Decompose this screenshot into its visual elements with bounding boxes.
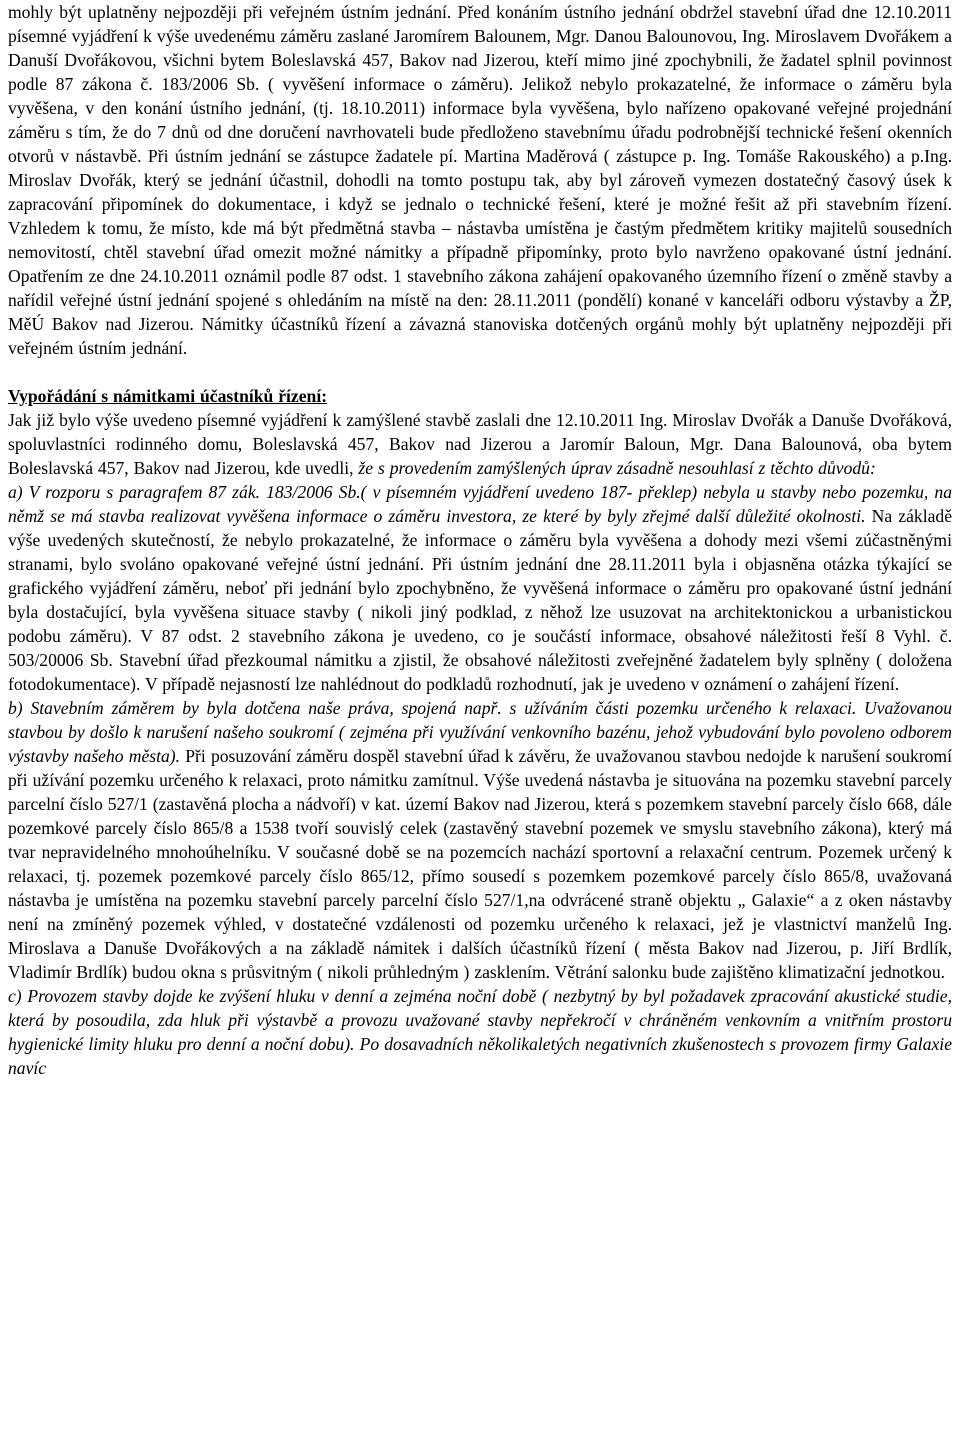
paragraph-spacer	[8, 360, 952, 384]
objection-b-quote: b) Stavebním záměrem by byla dotčena naše práva, spojená např. s užíváním části pozemku určeného k relaxaci. Uvažovanou stavbou by došlo k narušení našeho soukromí ( zejména při využívání venkovního bazénu, jehož vybudování bylo povoleno odborem výstavby našeho města).	[8, 698, 952, 766]
paragraph-objections	[8, 408, 952, 1080]
objections-intro-italic: že s provedením zamýšlených úprav zásadně nesouhlasí z těchto důvodů:	[358, 458, 876, 478]
paragraph-continued: mohly být uplatněny nejpozději při veřejném ústním jednání. Před konáním ústního jednání obdržel stavební úřad dne 12.10.2011 písemné vyjádření k výše uvedenému záměru zaslané Jaromírem Balounem, Mgr. Danou Balounovou, Ing. Miroslavem Dvořákem a Danuší Dvořákovou, všichni bytem Boleslavská 457, Bakov nad Jizerou, kteří mimo jiné zpochybnili, že žadatel splnil povinnost podle 87 zákona č. 183/2006 Sb. ( vyvěšení informace o záměru). Jelikož nebylo prokazatelné, že informace o záměru byla vyvěšena, v den konání ústního jednání, (tj. 18.10.2011) informace byla vyvěšena, bylo nařízeno opakované veřejné projednání záměru s tím, že do 7 dnů od dne doručení navrhovateli bude předloženo stavebnímu úřadu podrobnější technické řešení okenních otvorů v nástavbě. Při ústním jednání se zástupce žadatele pí. Martina Maděrová ( zástupce p. Ing. Tomáše Rakouského) a p.Ing. Miroslav Dvořák, který se jednání účastnil, dohodli na tomto postupu tak, aby byl zároveň vymezen dostatečný časový úsek k zapracování připomínek do dokumentace, i když se jednalo o technické řešení, které je možné řešit až při stavebním řízení. Vzhledem k tomu, že místo, kde má být předmětná stavba – nástavba umístěna je častým předmětem kritiky majitelů sousedních nemovitostí, chtěl stavební úřad omezit možné námitky a případně připomínky, proto bylo navrženo opakované ústní jednání. Opatřením ze dne 24.10.2011 oznámil podle 87 odst. 1 stavebního zákona zahájení opakovaného územního řízení o změně stavby a nařídil veřejné ústní jednání spojené s ohledáním na místě na den: 28.11.2011 (pondělí) konané v kanceláři odboru výstavby a ŽP, MěÚ Bakov nad Jizerou. Námitky účastníků řízení a závazná stanoviska dotčených orgánů mohly být uplatněny nejpozději při veřejném ústním jednání.	[8, 2, 952, 358]
objection-b-response: Při posuzování záměru dospěl stavební úřad k závěru, že uvažovanou stavbou nedojde k narušení soukromí při užívání pozemku určeného k relaxaci, proto námitku zamítnul. Výše uvedená nástavba je situována na pozemku stavební parcely parcelní číslo 527/1 (zastavěná plocha a nádvoří) v kat. území Bakov nad Jizerou, která s pozemkem stavební parcely číslo 668, dále pozemkové parcely číslo 865/8 a 1538 tvoří souvislý celek (zastavěný stavební pozemek ve smyslu stavebního zákona), který má tvar nepravidelného mnohoúhelníku. V současné době se na pozemcích nachází sportovní a relaxační centrum. Pozemek určený k relaxaci, tj. pozemek pozemkové parcely číslo 865/12, přímo sousedí s pozemkem pozemkové parcely číslo 865/8, uvažovaná nástavba je umístěna na pozemku stavební parcely parcelní číslo 527/1,na odvrácené straně objektu „ Galaxie“ a z oken nástavby není na zmíněný pozemek výhled, v dostatečné vzdálenosti od pozemku určeného k relaxaci, jež je vlastnictví manželů Ing. Miroslava a Danuše Dvořákových a na základě námitek i dalších účastníků řízení ( města Bakov nad Jizerou, p. Jiří Brdlík, Vladimír Brdlík) budou okna s průsvitným ( nikoli průhledným ) zasklením. Větrání salonku bude zajištěno klimatizační jednotkou.	[8, 746, 952, 982]
objections-intro-text: Jak již bylo výše uvedeno písemné vyjádření k zamýšlené stavbě zaslali dne 12.10.2011 Ing. Miroslav Dvořák a Danuše Dvořáková, spoluvlastníci rodinného domu, Boleslavská 457, Bakov nad Jizerou a Jaromír Baloun, Mgr. Dana Balounová, oba bytem Boleslavská 457, Bakov nad Jizerou, kde uvedli,	[8, 410, 952, 478]
objection-a-response: Na základě výše uvedených skutečností, že nebylo prokazatelné, že informace o záměru byla vyvěšena a dohody mezi všemi zúčastněnými stranami, bylo svoláno opakované veřejné ústní jednání. Při ústním jednání dne 28.11.2011 byla i objasněna otázka týkající se grafického vyjádření záměru, neboť při jednání bylo zpochybněno, že vyvěšená informace o záměru pro opakované ústní jednání byla dostačující, byla vyvěšena situace stavby ( nikoli jiný podklad, z něhož lze usuzovat na architektonickou a urbanistickou podobu záměru). V 87 odst. 2 stavebního zákona je uvedeno, co je součástí informace, obsahové náležitosti řeší 8 Vyhl. č. 503/20006 Sb. Stavební úřad přezkoumal námitku a zjistil, že obsahové náležitosti zveřejněné žadatelem byly splněny ( doložena fotodokumentace). V případě nejasností lze nahlédnout do podkladů rozhodnutí, jak je uvedeno v oznámení o zahájení řízení.	[8, 506, 953, 694]
objection-a-quote: a) V rozporu s paragrafem 87 zák. 183/2006 Sb.( v písemném vyjádření uvedeno 187- překlep) nebyla u stavby nebo pozemku, na němž se má stavba realizovat vyvěšena informace o záměru investora, ze které by byly zřejmé další důležité okolnosti.	[8, 482, 952, 526]
objection-c-quote: c) Provozem stavby dojde ke zvýšení hluku v denní a zejména noční době ( nezbytný by byl požadavek zpracování akustické studie, která by posoudila, zda hluk při výstavbě a provozu uvažované stavby nepřekročí v chráněném venkovním a vnitřním prostoru hygienické limity hluku pro denní a noční dobu). Po dosavadních několikaletých negativních zkušenostech s provozem firmy Galaxie navíc	[8, 986, 952, 1078]
section-heading: Vypořádání s námitkami účastníků řízení:	[8, 386, 328, 406]
